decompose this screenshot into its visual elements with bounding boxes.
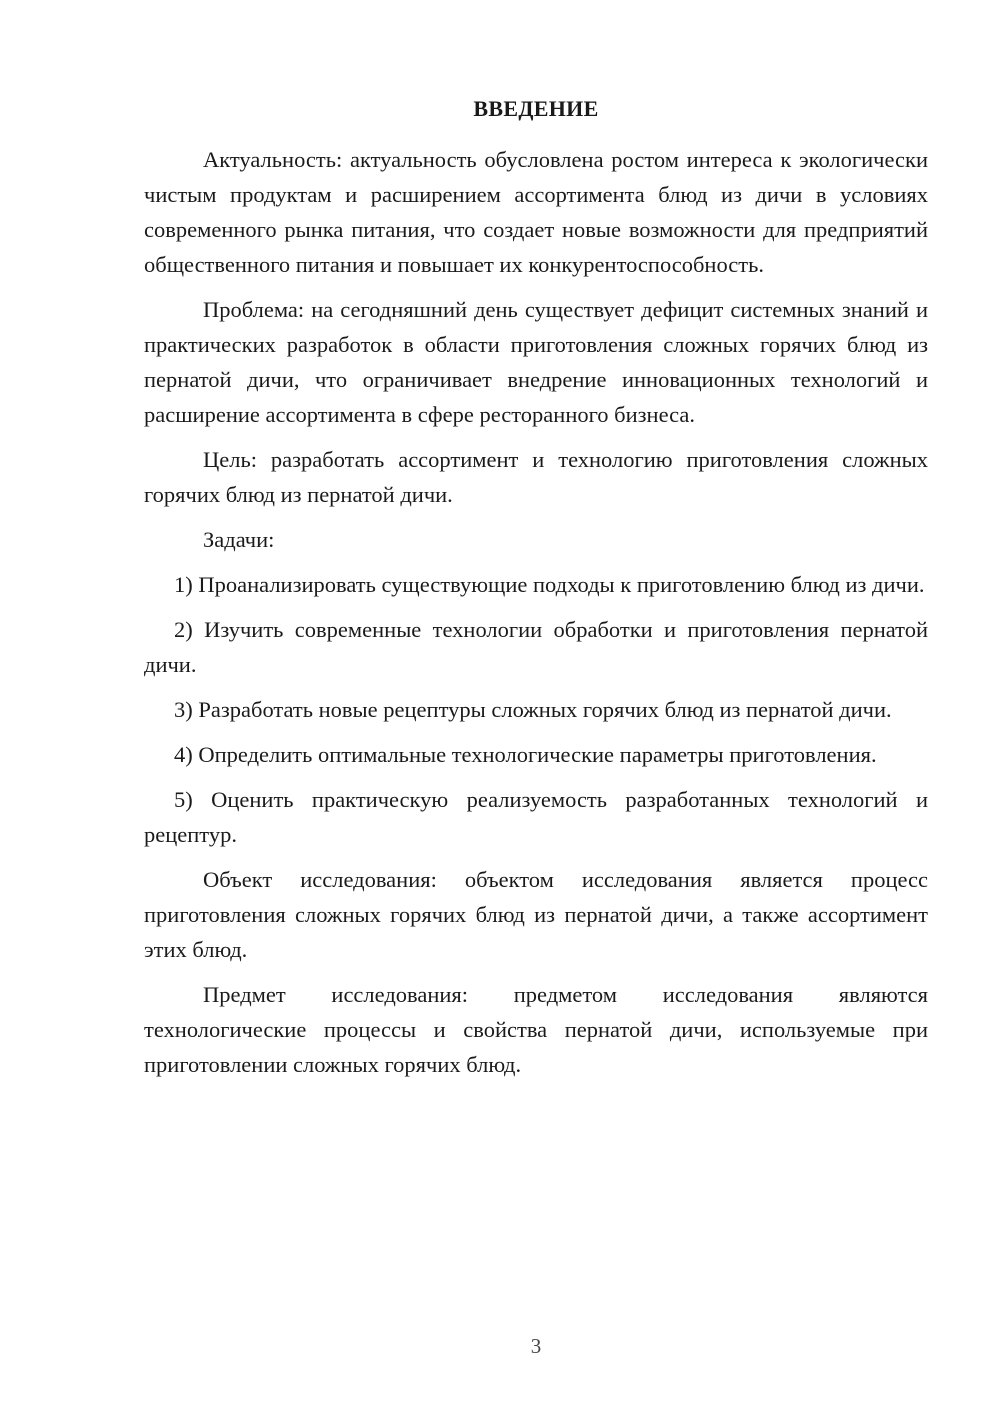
task-item-3: 3) Разработать новые рецептуры сложных горячих блюд из пернатой дичи. <box>174 697 892 722</box>
task-item-5: 5) Оценить практическую реализуемость разработанных технологий и рецептур. <box>144 787 928 847</box>
page-title: ВВЕДЕНИЕ <box>473 96 599 121</box>
paragraph-object: Объект исследования: объектом исследования является процесс приготовления сложных горячих блюд из пернатой дичи, а также ассортимент этих блюд. <box>144 867 928 962</box>
paragraph-tasks-heading: Задачи: <box>203 527 275 552</box>
page-number: 3 <box>530 1334 542 1358</box>
paragraph-subject: Предмет исследования: предметом исследования являются технологические процессы и свойства пернатой дичи, используемые при приготовлении сложных горячих блюд. <box>144 982 928 1077</box>
task-item-4: 4) Определить оптимальные технологические параметры приготовления. <box>174 742 877 767</box>
paragraph-goal: Цель: разработать ассортимент и технологию приготовления сложных горячих блюд из пернатой дичи. <box>144 447 928 507</box>
document-body <box>144 142 928 1092</box>
task-item-1: 1) Проанализировать существующие подходы к приготовлению блюд из дичи. <box>174 572 925 597</box>
paragraph-problem: Проблема: на сегодняшний день существует дефицит системных знаний и практических разработок в области приготовления сложных горячих блюд из пернатой дичи, что ограничивает внедрение инновационных технологий и расширение ассортимента в сфере ресторанного бизнеса. <box>144 297 928 427</box>
paragraph-relevance: Актуальность: актуальность обусловлена ростом интереса к экологически чистым продуктам и расширением ассортимента блюд из дичи в условиях современного рынка питания, что создает новые возможности для предприятий общественного питания и повышает их конкурентоспособность. <box>144 147 928 277</box>
task-item-2: 2) Изучить современные технологии обработки и приготовления пернатой дичи. <box>144 617 928 677</box>
